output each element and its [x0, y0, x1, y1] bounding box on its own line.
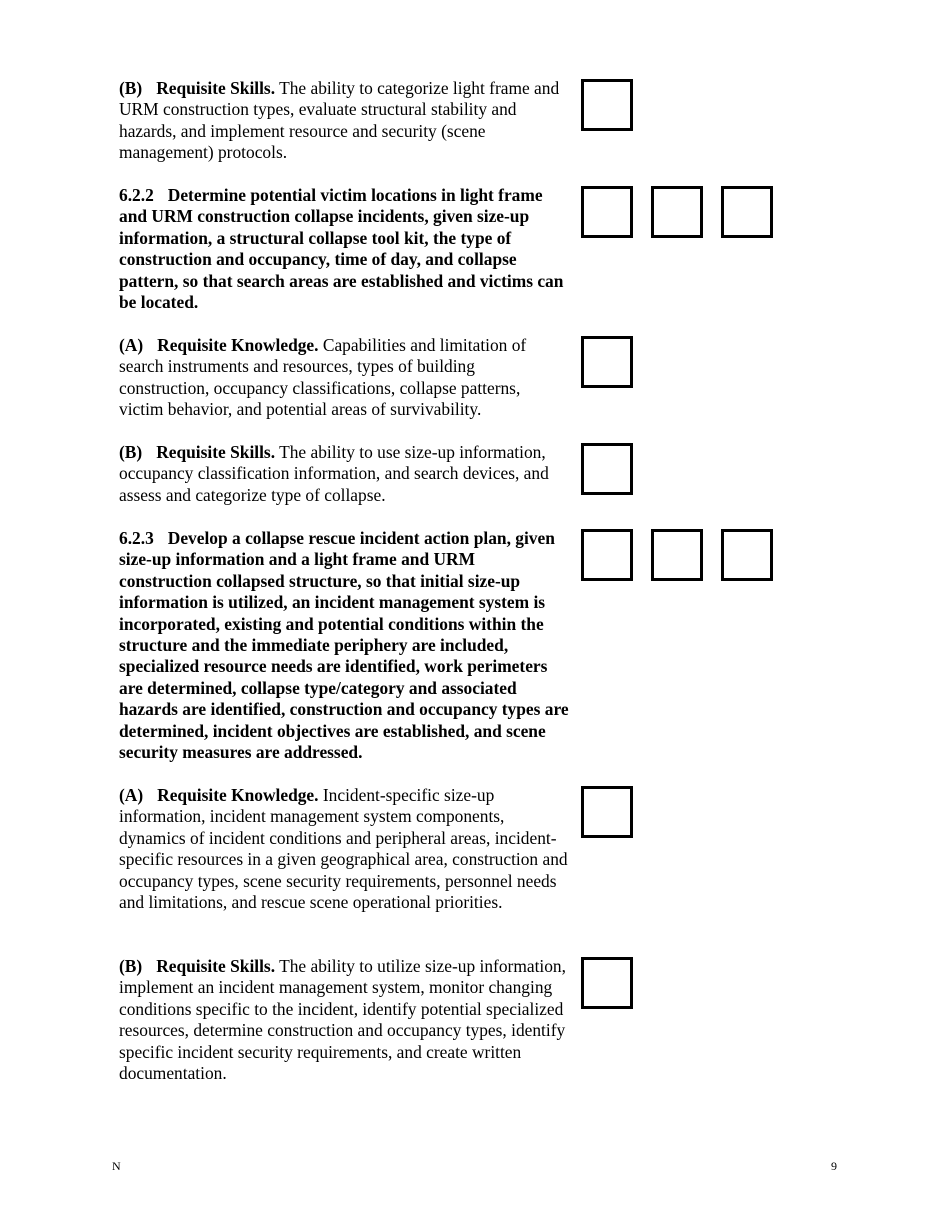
checkbox[interactable]: [721, 186, 773, 238]
item-lead: Requisite Skills.: [156, 442, 276, 462]
item-label: (A): [119, 335, 144, 355]
requisite-skills-paragraph: [119, 442, 569, 506]
standard-6-2-2-paragraph: [119, 185, 569, 313]
checkbox[interactable]: [651, 186, 703, 238]
standard-number: 6.2.2: [119, 185, 154, 205]
checkbox[interactable]: [581, 336, 633, 388]
item-lead: Requisite Skills.: [156, 956, 276, 976]
standard-number: 6.2.3: [119, 528, 154, 548]
item-lead: Requisite Knowledge.: [157, 785, 319, 805]
checkbox[interactable]: [581, 186, 633, 238]
checkbox[interactable]: [581, 443, 633, 495]
requisite-skills-paragraph: [119, 78, 569, 164]
item-lead: Requisite Knowledge.: [157, 335, 319, 355]
footer-left-mark: N: [112, 1159, 121, 1173]
checkbox[interactable]: [581, 79, 633, 131]
checkbox[interactable]: [651, 529, 703, 581]
checkbox[interactable]: [721, 529, 773, 581]
checkbox[interactable]: [581, 786, 633, 838]
item-label: (B): [119, 956, 143, 976]
standard-6-2-3-paragraph: [119, 528, 569, 763]
item-text: Incident-specific size-up information, incident management system components, dynamics of incident conditions and peripheral areas, incident-specific resources in a given geographical area, construction and occupancy types, scene security requirements, personnel needs and limitations, and rescue scene operational priorities.: [119, 785, 568, 913]
item-text: The ability to utilize size-up information, implement an incident management system, monitor changing conditions specific to the incident, identify potential specialized resources, determine construction and occupancy types, identify specific incident security requirements, and create written documentation.: [119, 956, 566, 1084]
item-text: Capabilities and limitation of search instruments and resources, types of building construction, occupancy classifications, collapse patterns, victim behavior, and potential areas of survivability.: [119, 335, 527, 420]
item-label: (A): [119, 785, 144, 805]
requisite-knowledge-paragraph: [119, 785, 569, 913]
item-text: The ability to use size-up information, occupancy classification information, and search devices, and assess and categorize type of collapse.: [119, 442, 549, 505]
item-label: (B): [119, 442, 143, 462]
checkbox[interactable]: [581, 957, 633, 1009]
standard-text: Develop a collapse rescue incident action plan, given size-up information and a light frame and URM construction collapsed structure, so that initial size-up information is utilized, an incident management system is incorporated, existing and potential conditions within the structure and the immediate periphery are included, specialized resource needs are identified, work perimeters are determined, collapse type/category and associated hazards are identified, construction and occupancy types are determined, incident objectives are established, and scene security measures are addressed.: [119, 528, 569, 763]
item-label: (B): [119, 78, 143, 98]
standard-text: Determine potential victim locations in light frame and URM construction collapse incidents, given size-up information, a structural collapse tool kit, the type of construction and occupancy, time of day, and collapse pattern, so that search areas are established and victims can be located.: [119, 185, 564, 313]
checkbox[interactable]: [581, 529, 633, 581]
page-number: 9: [831, 1159, 837, 1173]
item-text: The ability to categorize light frame and URM construction types, evaluate structural stability and hazards, and implement resource and security (scene management) protocols.: [119, 78, 560, 163]
requisite-knowledge-paragraph: [119, 335, 569, 421]
requisite-skills-paragraph: [119, 956, 569, 1084]
item-lead: Requisite Skills.: [156, 78, 276, 98]
